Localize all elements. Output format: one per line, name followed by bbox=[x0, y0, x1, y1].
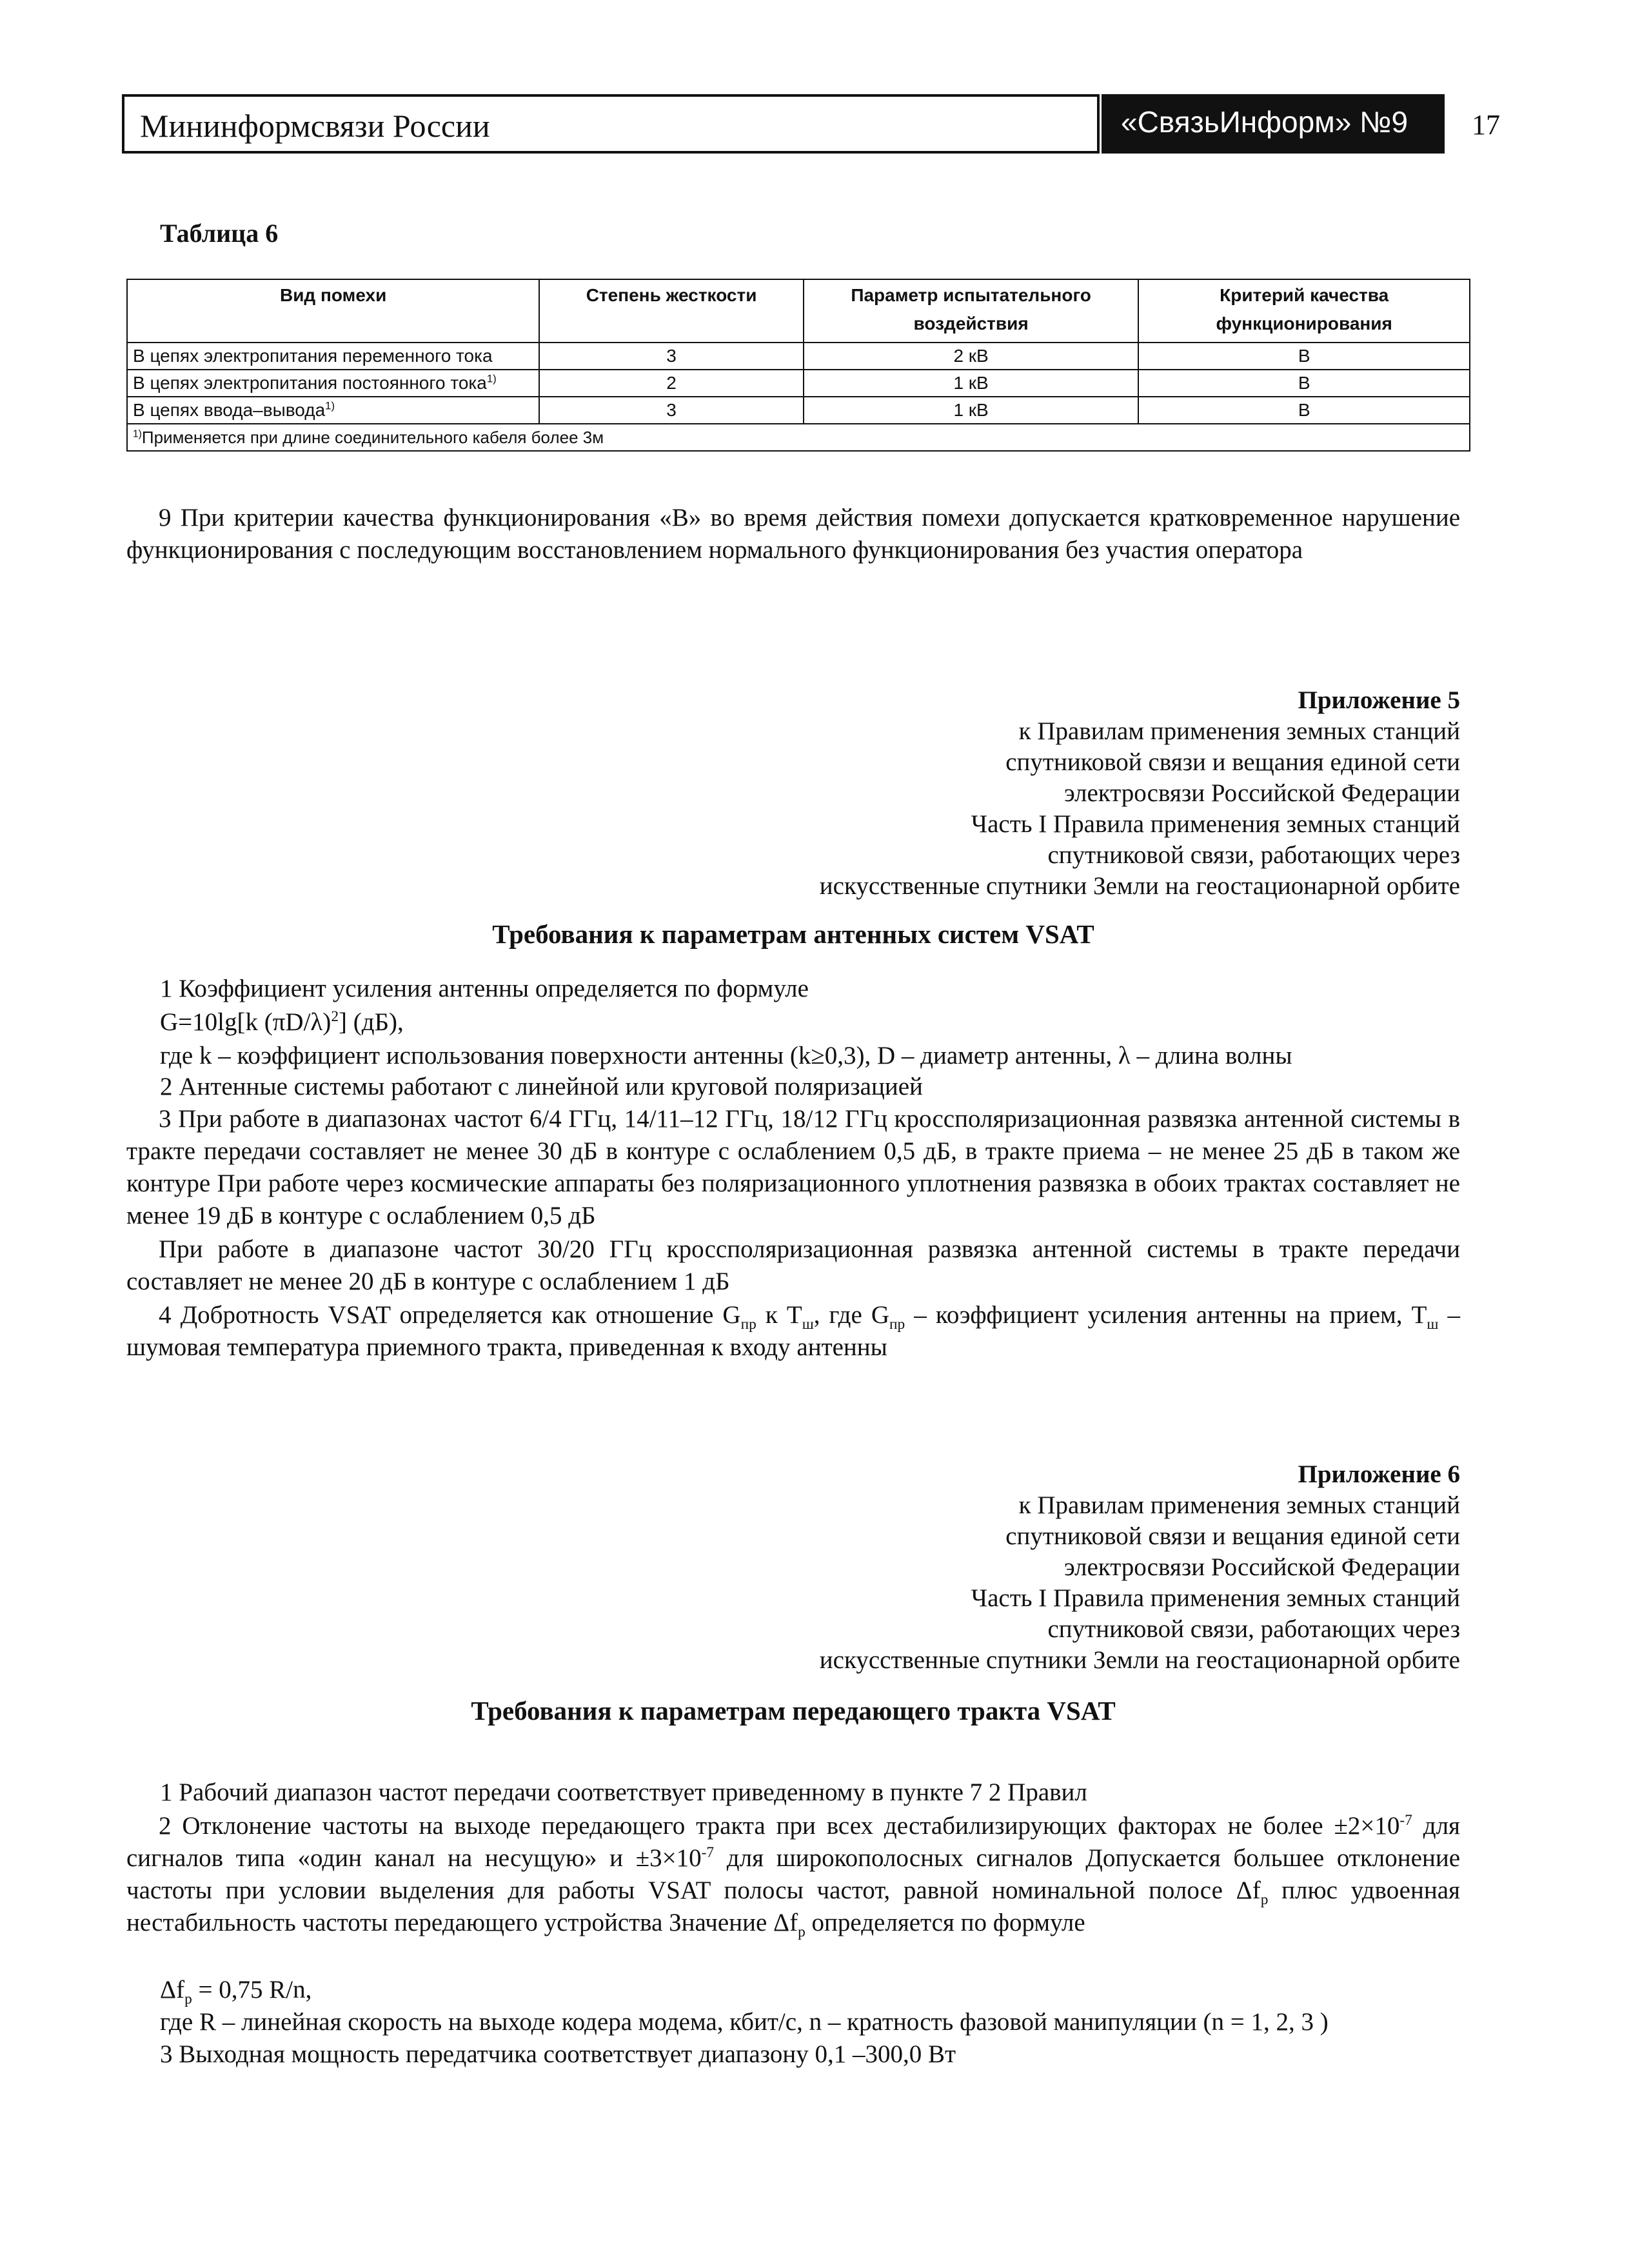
appendix-5-line: искусственные спутники Земли на геостационарной орбите bbox=[819, 872, 1460, 900]
frequency-formula-where: где R – линейная скорость на выходе кодера модема, кбит/с, n – кратность фазовой манипуляции (n = 1, 2, 3 ) bbox=[160, 2008, 1329, 2036]
appendix-5-block bbox=[820, 685, 1460, 902]
transmit-item-3: 3 Выходная мощность передатчика соответствует диапазону 0,1 –300,0 Вт bbox=[160, 2040, 956, 2068]
cell-degree: 3 bbox=[539, 397, 804, 424]
table-title: Таблица 6 bbox=[160, 219, 279, 248]
antenna-gain-formula: G=10lg[k $(\pi D/\lambda)^2$] (дБ), bbox=[160, 1008, 404, 1036]
col-header-degree: Степень жесткости bbox=[539, 279, 804, 343]
header-publisher-box bbox=[122, 94, 1100, 154]
cell-criterion: В bbox=[1138, 370, 1470, 397]
appendix-6-line: Часть I Правила применения земных станций bbox=[971, 1584, 1460, 1612]
antenna-item-4: 4 Добротность VSAT определяется как отношение $G_{пр}$ к $T_ш$, где $G_{пр}$ – коэффициент усиления антенны на прием, $T_ш$ – шумовая температура приемного тракта, приведенная к входу антенны bbox=[126, 1301, 1461, 1361]
cell-degree: 2 bbox=[539, 370, 804, 397]
appendix-6-line: спутниковой связи, работающих через bbox=[1047, 1615, 1460, 1643]
frequency-formula: $\Delta f_p = 0,75$ R/n, bbox=[160, 1976, 312, 2007]
header-journal: «СвязьИнформ» №9 bbox=[1121, 105, 1409, 139]
paragraph-9: 9 При критерии качества функционирования «В» во время действия помехи допускается кратковременное нарушение функционирования с последующим восстановлением нормального функционирования без участия оператора bbox=[126, 504, 1460, 564]
cell-type: В цепях электропитания постоянного тока$^{1)}$ bbox=[127, 370, 539, 397]
col-header-criterion: Критерий качества функционирования bbox=[1138, 279, 1470, 343]
appendix-5-line: к Правилам применения земных станций bbox=[1018, 717, 1460, 745]
header-journal-box bbox=[1102, 94, 1445, 154]
transmit-item-1: 1 Рабочий диапазон частот передачи соответствует приведенному в пункте 7 2 Правил bbox=[160, 1778, 1087, 1806]
table-row bbox=[127, 370, 1470, 397]
appendix-6-line: электросвязи Российской Федерации bbox=[1063, 1553, 1460, 1581]
interference-table bbox=[126, 279, 1470, 452]
appendix-6-block bbox=[820, 1459, 1460, 1676]
appendix-5-title: Приложение 5 bbox=[1298, 686, 1460, 714]
cell-degree: 3 bbox=[539, 343, 804, 370]
appendix-6-title: Приложение 6 bbox=[1298, 1460, 1460, 1488]
cell-type: В цепях ввода–вывода$^{1)}$ bbox=[127, 397, 539, 424]
antenna-formula-where: где k – коэффициент использования поверхности антенны (k≥0,3), D – диаметр антенны, λ – длина волны bbox=[160, 1042, 1292, 1069]
antenna-item-3: 3 При работе в диапазонах частот 6/4 ГГц, 14/11–12 ГГц, 18/12 ГГц кроссполяризационная развязка антенной системы в тракте передачи составляет не менее 30 дБ в контуре с ослаблением 0,5 дБ, в тракте приема – не менее 25 дБ в таком же контуре При работе через космические аппараты без поляризационного уплотнения развязка в обоих трактах составляет не менее 19 дБ в контуре с ослаблением 0,5 дБ bbox=[126, 1105, 1460, 1229]
appendix-5-line: Часть I Правила применения земных станций bbox=[971, 810, 1460, 838]
appendix-5-line: спутниковой связи и вещания единой сети bbox=[1005, 748, 1460, 776]
cell-criterion: В bbox=[1138, 343, 1470, 370]
appendix-5-heading: Требования к параметрам антенных систем VSAT bbox=[492, 919, 1094, 949]
col-header-param: Параметр испытательного воздействия bbox=[804, 279, 1139, 343]
cell-type: В цепях электропитания переменного тока bbox=[127, 343, 539, 370]
cell-criterion: В bbox=[1138, 397, 1470, 424]
cell-param: 1 кВ bbox=[804, 370, 1139, 397]
antenna-item-3b: При работе в диапазоне частот 30/20 ГГц кроссполяризационная развязка антенной системы в тракте передачи составляет не менее 20 дБ в контуре с ослаблением 1 дБ bbox=[126, 1235, 1460, 1295]
appendix-5-line: спутниковой связи, работающих через bbox=[1047, 841, 1460, 869]
table-row bbox=[127, 343, 1470, 370]
appendix-6-line: к Правилам применения земных станций bbox=[1018, 1491, 1460, 1519]
appendix-6-line: искусственные спутники Земли на геостационарной орбите bbox=[819, 1646, 1460, 1674]
transmit-item-2: 2 Отклонение частоты на выходе передающего тракта при всех дестабилизирующих факторах не более $\pm 2\times 10^{-7}$ для сигналов типа «один канал на несущую» $и \pm 3\times 10^{-7}$ для широкополосных сигналов Допускается большее отклонение частоты при условии выделения для работы VSAT полосы частот, равной номинальной полосе $\Delta f_p$ плюс удвоенная нестабильность частоты передающего устройства Значение $\Delta f_p$ определяется по формуле bbox=[126, 1812, 1461, 1940]
appendix-6-line: спутниковой связи и вещания единой сети bbox=[1005, 1522, 1460, 1550]
table-header-row bbox=[127, 279, 1470, 343]
table-row bbox=[127, 397, 1470, 424]
antenna-item-2: 2 Антенные системы работают с линейной или круговой поляризацией bbox=[160, 1073, 923, 1100]
cell-param: 1 кВ bbox=[804, 397, 1139, 424]
appendix-5-line: электросвязи Российской Федерации bbox=[1063, 779, 1460, 807]
table-note: $^{1)}$Применяется при длине соединительного кабеля более 3м bbox=[127, 424, 1470, 451]
col-header-type: Вид помехи bbox=[127, 279, 539, 343]
page-number: 17 bbox=[1472, 109, 1500, 141]
table-note-row bbox=[127, 424, 1470, 451]
antenna-item-1: 1 Коэффициент усиления антенны определяется по формуле bbox=[160, 975, 809, 1002]
header-publisher: Мининформсвязи России bbox=[140, 108, 490, 144]
cell-param: 2 кВ bbox=[804, 343, 1139, 370]
appendix-6-heading: Требования к параметрам передающего тракта VSAT bbox=[471, 1696, 1116, 1726]
